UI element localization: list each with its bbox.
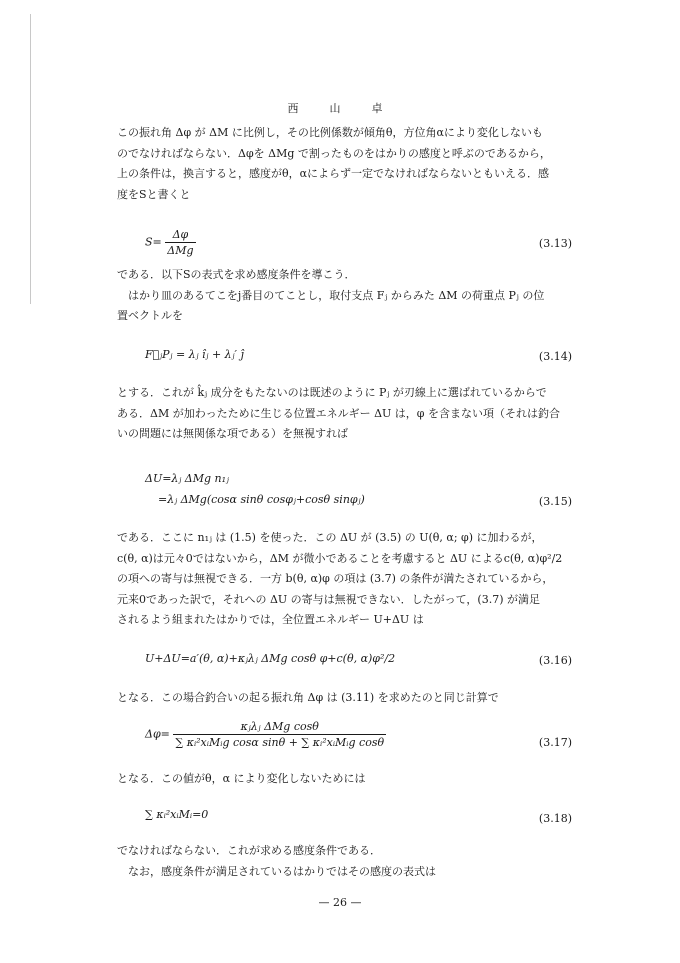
text-line: ある．ΔM が加わったために生じる位置エネルギー ΔU は，φ を含まない項（それは釣合 xyxy=(117,406,560,420)
equation-3-16: U+ΔU=a′(θ, α)+κⱼλⱼ ΔMg cosθ φ+c(θ, α)φ²/2 xyxy=(145,652,396,665)
margin-rule xyxy=(30,14,31,304)
paragraph-6 xyxy=(117,769,595,790)
paragraph-4 xyxy=(117,528,595,631)
text-line: のでなければならない．Δφを ΔMg で割ったものをはかりの感度と呼ぶのであるから， xyxy=(117,146,551,160)
fraction-denominator: ∑ κᵢ²xᵢMᵢg cosα sinθ + ∑ κᵢ²xᵢMᵢg cosθ xyxy=(175,736,385,749)
equation-lhs: Δφ= xyxy=(145,727,170,741)
equation-3-15-line-2: =λⱼ ΔMg(cosα sinθ cosφⱼ+cosθ sinφⱼ) xyxy=(158,493,365,506)
equation-number: (3.14) xyxy=(538,350,572,363)
text-line: とする．これが k̂ⱼ 成分をもたないのは既述のように Pⱼ が刃線上に選ばれているからで xyxy=(117,386,547,399)
text-line: である．ここに n₁ⱼ は (1.5) を使った．この ΔU が (3.5) の U(θ, α; φ) に加わるが， xyxy=(117,531,543,544)
equation-number: (3.18) xyxy=(538,812,572,825)
text-line: の項への寄与は無視できる．一方 b(θ, α)φ の項は (3.7) の条件が満たされているから， xyxy=(117,572,554,585)
text-line: 度をSと書くと xyxy=(117,187,191,201)
equation-3-18: ∑ κᵢ²xᵢMᵢ=0 xyxy=(145,808,209,821)
equation-3-17 xyxy=(145,720,565,749)
fraction-numerator: κⱼλⱼ ΔMg cosθ xyxy=(173,720,386,735)
text-line: c(θ, α)は元々0ではないから，ΔM が微小であることを考慮すると ΔU によるc(θ, α)φ²/2 xyxy=(117,551,563,565)
paragraph-7 xyxy=(117,841,595,882)
text-line: でなければならない．これが求める感度条件である． xyxy=(117,844,381,857)
fraction xyxy=(165,228,195,257)
equation-number: (3.13) xyxy=(538,237,572,250)
equation-number: (3.16) xyxy=(538,654,572,667)
text-line: 元来0であった訳で，それへの ΔU の寄与は無視できない．したがって，(3.7) が満足 xyxy=(117,592,541,606)
equation-3-15-line-1: ΔU=λⱼ ΔMg n₁ⱼ xyxy=(145,472,229,485)
equation-3-13 xyxy=(145,228,565,257)
text-line: この振れ角 Δφ が ΔM に比例し，その比例係数が傾角θ，方位角αにより変化しないも xyxy=(117,126,543,139)
equation-3-14: F⃗ⱼPⱼ = λⱼ îⱼ + λⱼ′ ĵ xyxy=(145,348,244,361)
page-number: — 26 — xyxy=(318,896,362,909)
equation-number: (3.15) xyxy=(538,495,572,508)
fraction xyxy=(173,720,386,749)
text-line: となる．この値がθ，α により変化しないためには xyxy=(117,772,366,785)
text-line: となる．この場合釣合いの起る振れ角 Δφ は (3.11) を求めたのと同じ計算で xyxy=(117,691,499,704)
equation-lhs: S= xyxy=(145,235,162,249)
text-line: 上の条件は，換言すると，感度がθ，αによらず一定でなければならないともいえる．感 xyxy=(117,167,550,180)
paragraph-3 xyxy=(117,383,595,445)
paragraph-5 xyxy=(117,688,595,709)
text-line: いの問題には無関係な項である）を無視すれば xyxy=(117,427,348,440)
text-line: である．以下Sの表式を求め感度条件を導こう． xyxy=(117,268,356,281)
equation-number: (3.17) xyxy=(538,736,572,749)
paragraph-1 xyxy=(117,123,595,205)
fraction-denominator: ΔMg xyxy=(167,244,194,257)
paragraph-2 xyxy=(117,265,595,327)
text-line: 置ベクトルを xyxy=(117,309,183,322)
text-line: はかり皿のあるてこをj番目のてことし，取付支点 Fⱼ からみた ΔM の荷重点 Pⱼ の位 xyxy=(128,288,545,302)
fraction-numerator: Δφ xyxy=(165,228,195,243)
running-header-author: 西 山 卓 xyxy=(287,102,393,115)
text-line: なお，感度条件が満足されているはかりではその感度の表式は xyxy=(128,864,436,878)
text-line: されるよう組まれたはかりでは，全位置エネルギー U+ΔU は xyxy=(117,613,424,626)
